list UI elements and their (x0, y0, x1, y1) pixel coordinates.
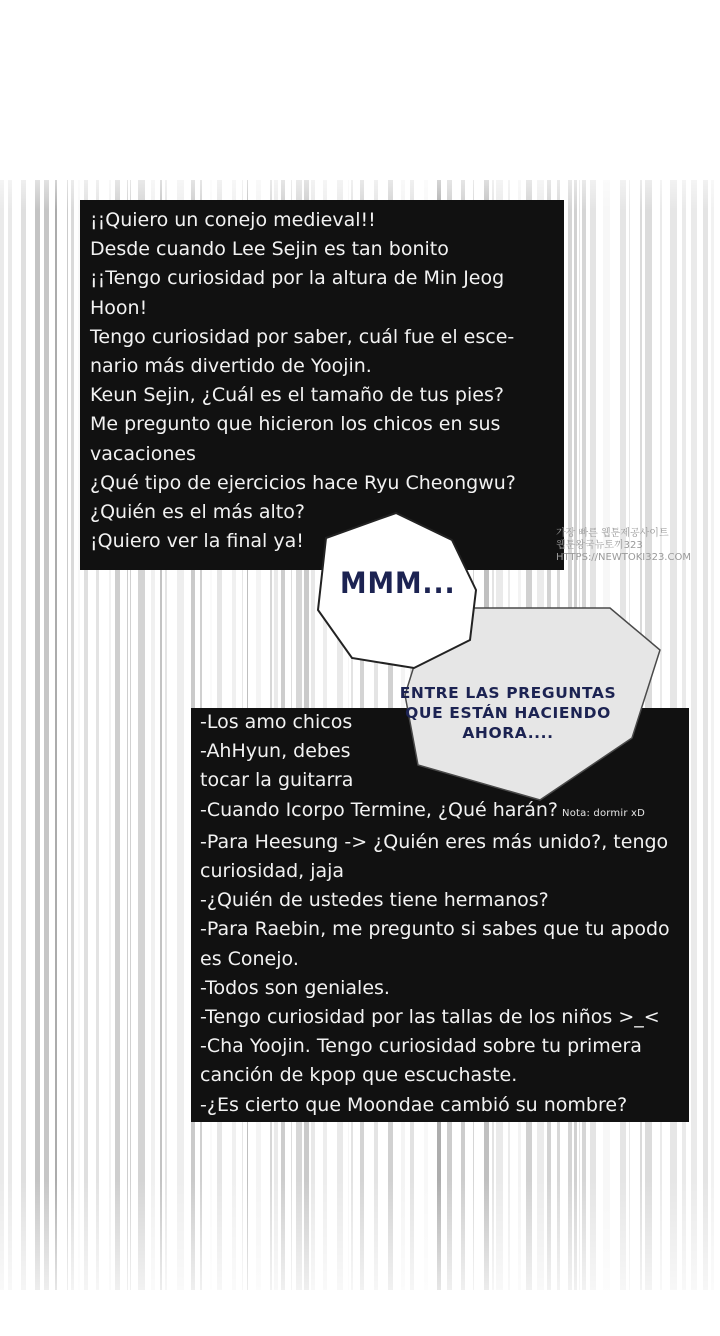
question-line: Tengo curiosidad por saber, cuál fue el esce- (90, 325, 515, 348)
question-line: es Conejo. (200, 947, 299, 970)
question-line: vacaciones (90, 442, 196, 465)
question-line: Keun Sejin, ¿Cuál es el tamaño de tus pies? (90, 384, 504, 407)
question-line: Hoon! (90, 296, 148, 319)
question-line: -Para Heesung -> ¿Quién eres más unido?, tengo (200, 830, 669, 853)
question-text: -Cuando Icorpo Termine, ¿Qué harán? (200, 798, 559, 821)
question-line: -Todos son geniales. (200, 976, 390, 999)
question-line: ¡¡Quiero un conejo medieval!! (90, 209, 376, 231)
question-line: ¿Quién es el más alto? (90, 501, 305, 524)
watermark-line: 가장 빠른 웹툰제공사이트 (556, 528, 669, 539)
question-line: tocar la guitarra (200, 769, 354, 792)
question-line: ¡Quiero ver la final ya! (90, 530, 304, 553)
question-line: Me pregunto que hicieron los chicos en sus (90, 413, 501, 436)
bubble-line: AHORA.... (462, 724, 554, 742)
translator-note: Nota: dormir xD (562, 807, 646, 819)
question-line: -Los amo chicos (200, 711, 353, 733)
bubble-line: ENTRE LAS PREGUNTAS (399, 684, 617, 702)
question-line: -Para Raebin, me pregunto si sabes que tu apodo (200, 918, 670, 941)
question-line: -Cha Yoojin. Tengo curiosidad sobre tu primera (200, 1035, 642, 1058)
question-line: canción de kpop que escuchaste. (200, 1064, 518, 1087)
question-line: ¿Qué tipo de ejercicios hace Ryu Cheongwu? (90, 471, 516, 494)
bubble-text-mmm: MMM... (340, 566, 456, 600)
question-line: nario más divertido de Yoojin. (90, 355, 372, 378)
watermark-line: 웹툰왕국뉴토끼323 (556, 540, 643, 551)
question-line: -¿Es cierto que Moondae cambió su nombre? (200, 1093, 628, 1116)
question-line: -¿Quién de ustedes tiene hermanos? (200, 889, 549, 912)
site-watermark (556, 528, 690, 564)
question-line: -Tengo curiosidad por las tallas de los niños >_< (200, 1006, 660, 1029)
bubble-text-entre (388, 683, 628, 743)
question-line: curiosidad, jaja (200, 860, 345, 883)
question-line: Desde cuando Lee Sejin es tan bonito (90, 238, 449, 261)
question-line: -AhHyun, debes (200, 740, 351, 763)
question-line: ¡¡Tengo curiosidad por la altura de Min Jeog (90, 267, 505, 290)
watermark-line: HTTPS://NEWTOKI323.COM (556, 552, 691, 563)
bubble-line: QUE ESTÁN HACIENDO (405, 704, 611, 722)
